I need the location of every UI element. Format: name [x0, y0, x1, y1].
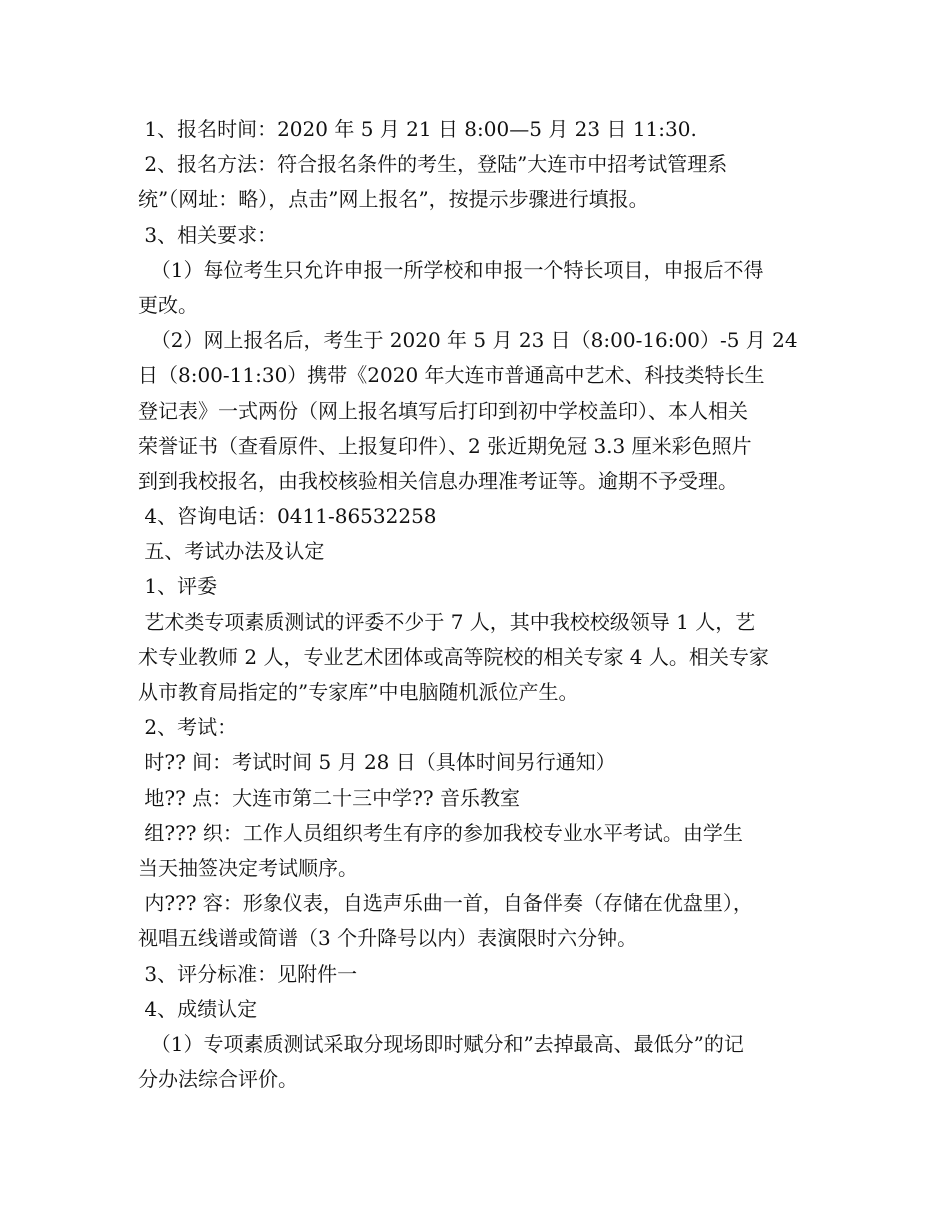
text-line: 时?? 间：考试时间 5 月 28 日（具体时间另行通知） — [138, 750, 616, 775]
text-line: 2、考试： — [138, 715, 238, 740]
text-line: 2、报名方法：符合报名条件的考生，登陆”大连市中招考试管理系 — [138, 152, 728, 177]
text-line: 1、报名时间：2020 年 5 月 21 日 8:00—5 月 23 日 11:30. — [138, 117, 697, 141]
text-line: 分办法综合评价。 — [138, 1067, 298, 1092]
section-heading: 五、考试办法及认定 — [138, 539, 325, 564]
text-line: 荣誉证书（查看原件、上报复印件）、2 张近期免冠 3.3 厘米彩色照片 — [138, 433, 752, 458]
text-line: 内??? 容：形象仪表，自选声乐曲一首，自备伴奏（存储在优盘里）， — [138, 891, 753, 916]
text-line: 艺术类专项素质测试的评委不少于 7 人，其中我校校级领导 1 人，艺 — [138, 609, 756, 634]
text-line: 3、相关要求： — [138, 222, 278, 247]
text-line: 4、成绩认定 — [138, 996, 258, 1021]
text-line: 登记表》一式两份（网上报名填写后打印到初中学校盖印）、本人相关 — [138, 398, 748, 423]
text-line: 地?? 点：大连市第二十三中学?? 音乐教室 — [138, 785, 520, 810]
document-body — [138, 112, 828, 1097]
text-line: 到到我校报名，由我校核验相关信息办理准考证等。逾期不予受理。 — [138, 468, 738, 493]
text-line: 术专业教师 2 人，专业艺术团体或高等院校的相关专家 4 人。相关专家 — [138, 644, 769, 669]
text-line: 日（8:00-11:30）携带《2020 年大连市普通高中艺术、科技类特长生 — [138, 363, 765, 388]
text-line: 3、评分标准：见附件一 — [138, 961, 358, 986]
text-line: 统”（网址：略），点击”网上报名”，按提示步骤进行填报。 — [138, 187, 649, 212]
text-line: 4、咨询电话：0411-86532258 — [138, 504, 437, 529]
text-line: （1）专项素质测试采取分现场即时赋分和”去掉最高、最低分”的记 — [138, 1031, 744, 1056]
text-line: 1、评委 — [138, 574, 218, 599]
text-line: 更改。 — [138, 292, 198, 317]
text-line: 从市教育局指定的”专家库”中电脑随机派位产生。 — [138, 680, 579, 704]
text-line: （2）网上报名后，考生于 2020 年 5 月 23 日（8:00-16:00）-5 月 24 — [138, 328, 798, 353]
text-line: 组??? 织：工作人员组织考生有序的参加我校专业水平考试。由学生 — [138, 820, 743, 845]
text-line: 视唱五线谱或简谱（3 个升降号以内）表演限时六分钟。 — [138, 926, 638, 951]
text-line: （1）每位考生只允许申报一所学校和申报一个特长项目，申报后不得 — [138, 257, 764, 282]
text-line: 当天抽签决定考试顺序。 — [138, 855, 358, 880]
